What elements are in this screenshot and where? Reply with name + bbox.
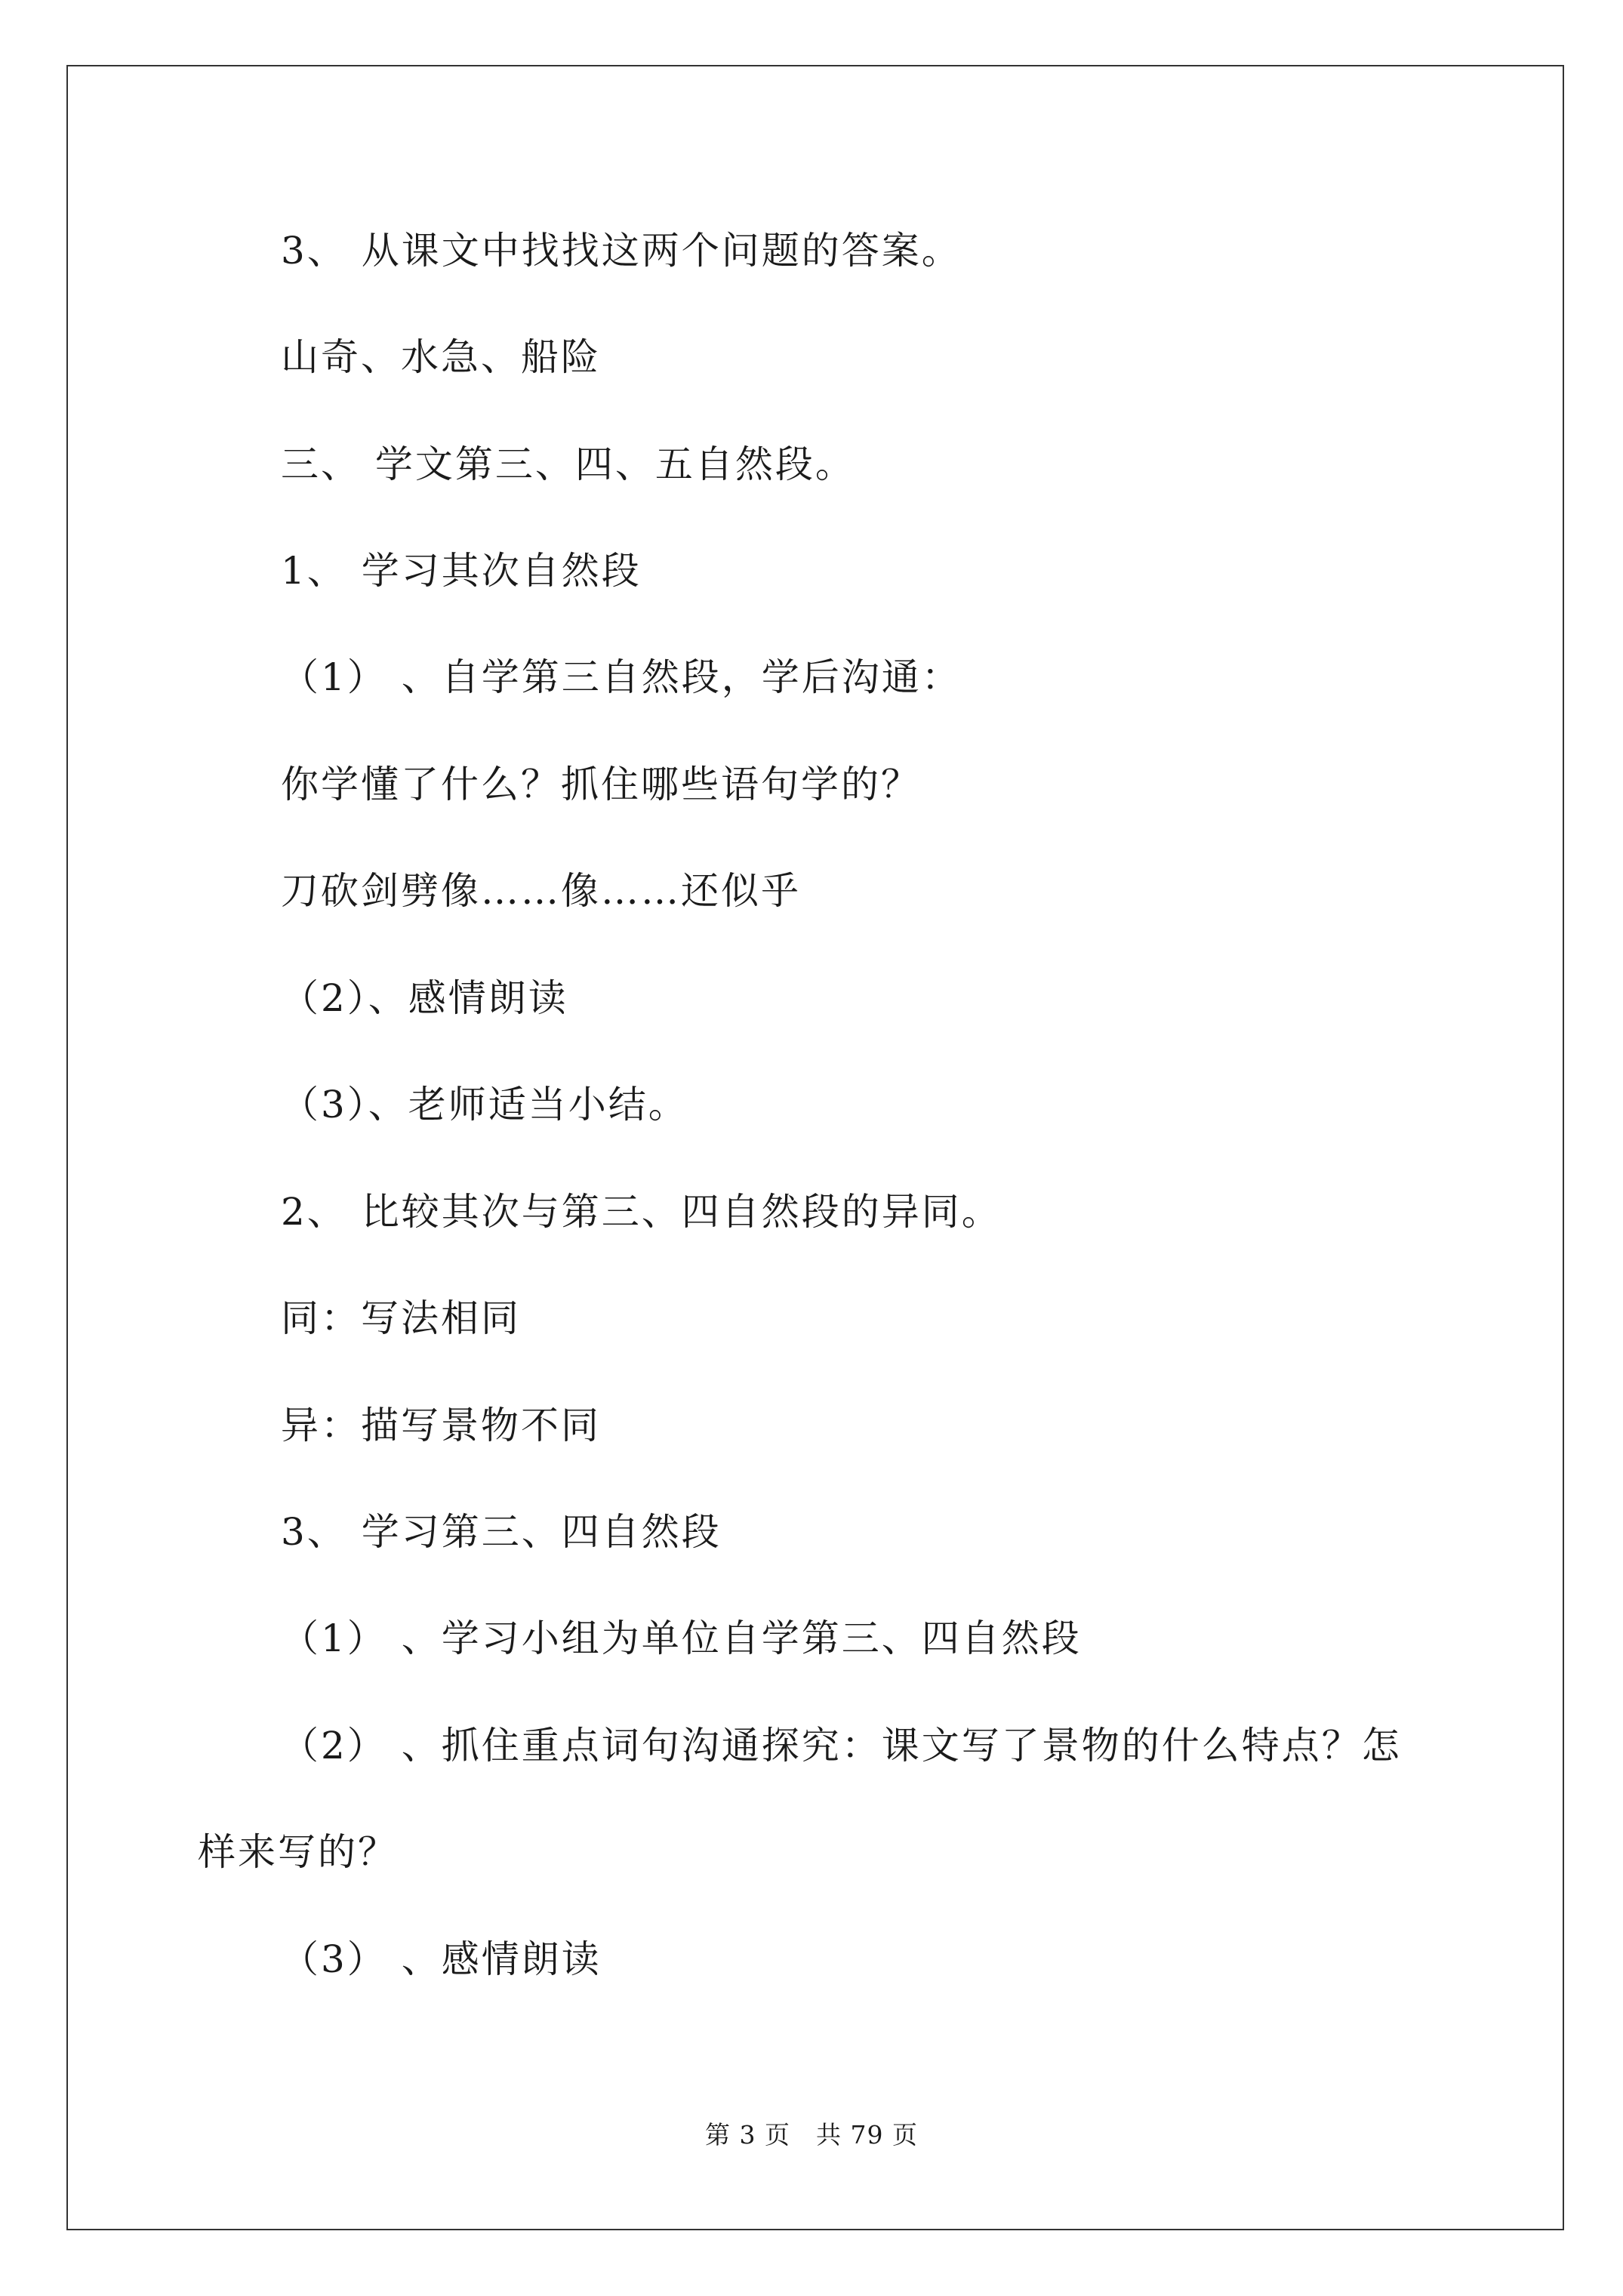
text-line-10: 2、 比较其次与第三、四自然段的异同。 <box>281 1190 1002 1234</box>
text-line-11: 同：写法相同 <box>281 1296 521 1340</box>
text-line-1: 3、 从课文中找找这两个问题的答案。 <box>281 229 962 273</box>
page-border <box>66 65 1564 2230</box>
text-line-17: （3） 、感情朗读 <box>281 1937 602 1981</box>
text-line-13: 3、 学习第三、四自然段 <box>281 1510 722 1554</box>
text-line-9: （3）、老师适当小结。 <box>281 1083 688 1126</box>
text-line-2: 山奇、水急、船险 <box>281 335 601 379</box>
text-line-3: 三、 学文第三、四、五自然段。 <box>281 442 855 486</box>
page-number-footer: 第 3 页 共 79 页 <box>705 2120 918 2150</box>
text-line-16: 样来写的？ <box>198 1830 398 1874</box>
text-line-14: （1） 、学习小组为单位自学第三、四自然段 <box>281 1616 1082 1660</box>
text-line-6: 你学懂了什么？抓住哪些语句学的？ <box>281 763 921 806</box>
text-line-15: （2） 、抓住重点词句沟通探究：课文写了景物的什么特点？怎 <box>281 1724 1402 1767</box>
text-line-5: （1） 、自学第三自然段，学后沟通： <box>281 655 962 699</box>
text-line-4: 1、 学习其次自然段 <box>281 549 642 593</box>
text-line-7: 刀砍剑劈像……像……还似乎 <box>281 869 801 913</box>
text-line-12: 异：描写景物不同 <box>281 1404 601 1447</box>
text-line-8: （2）、感情朗读 <box>281 976 568 1020</box>
